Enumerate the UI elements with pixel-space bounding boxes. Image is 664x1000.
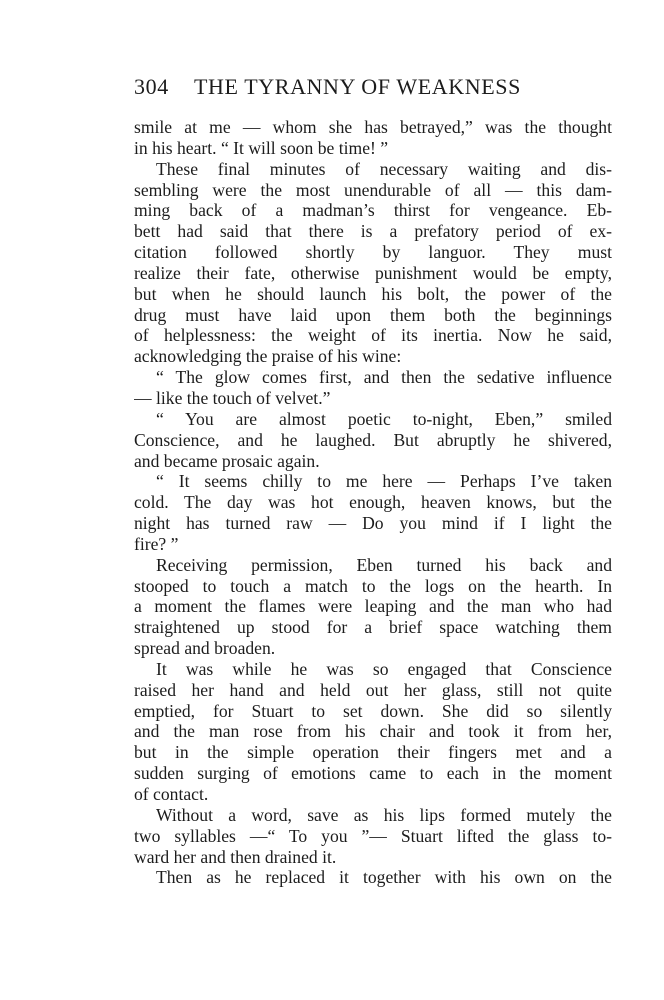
text-line: drug must have laid upon them both the beginnings — [134, 304, 612, 325]
text-line: Then as he replaced it together with his own on the — [156, 867, 612, 888]
text-line: smile at me — whom she has betrayed,” was the thought — [134, 117, 612, 137]
text-line: Without a word, save as his lips formed mutely the — [156, 804, 612, 825]
text-line: but when he should launch his bolt, the power of the — [134, 283, 612, 304]
text-line: but in the simple operation their fingers met and a — [134, 742, 612, 763]
text-line: spread and broaden. — [134, 638, 276, 659]
text-line: two syllables —“ To you ”— Stuart lifted the glass to- — [134, 825, 612, 846]
text-line: “ It seems chilly to me here — Perhaps I’ve taken — [156, 471, 612, 492]
text-line: It was while he was so engaged that Conscience — [156, 658, 612, 679]
body-text — [134, 117, 612, 888]
text-line: of helplessness: the weight of its inertia. Now he said, — [134, 325, 612, 346]
running-head — [134, 74, 614, 102]
text-line: cold. The day was hot enough, heaven knows, but the — [134, 492, 612, 513]
text-line: of contact. — [134, 784, 209, 804]
text-line: Receiving permission, Eben turned his back and — [156, 554, 612, 575]
text-line: ward her and then drained it. — [134, 846, 337, 867]
text-line: fire? ” — [134, 533, 179, 554]
text-line: night has turned raw — Do you mind if I light the — [134, 513, 612, 534]
book-title: THE TYRANNY OF WEAKNESS — [194, 74, 521, 99]
text-line: Conscience, and he laughed. But abruptly he shivered, — [134, 429, 612, 450]
text-line: sudden surging of emotions came to each in the moment — [134, 763, 612, 784]
text-line: emptied, for Stuart to set down. She did so silently — [134, 700, 612, 721]
text-line: stooped to touch a match to the logs on the hearth. In — [134, 575, 612, 596]
text-line: ming back of a madman’s thirst for vengeance. Eb- — [134, 200, 612, 221]
text-line: in his heart. “ It will soon be time! ” — [134, 137, 389, 158]
text-line: and became prosaic again. — [134, 450, 320, 471]
text-line: straightened up stood for a brief space watching them — [134, 617, 612, 638]
text-line: These final minutes of necessary waiting and dis- — [156, 158, 612, 179]
text-line: “ You are almost poetic to-night, Eben,” smiled — [156, 408, 612, 429]
text-line: and the man rose from his chair and took it from her, — [134, 721, 612, 742]
text-line: sembling were the most unendurable of all — this dam- — [134, 179, 612, 200]
text-line: acknowledging the praise of his wine: — [134, 346, 402, 367]
text-line: — like the touch of velvet.” — [134, 387, 331, 408]
text-line: a moment the flames were leaping and the man who had — [134, 596, 612, 617]
text-line: citation followed shortly by languor. They must — [134, 242, 612, 263]
page-number: 304 — [134, 74, 169, 99]
text-line: “ The glow comes first, and then the sedative influence — [156, 367, 612, 388]
text-line: raised her hand and held out her glass, still not quite — [134, 679, 612, 700]
text-line: bett had said that there is a prefatory period of ex- — [134, 221, 612, 242]
text-line: realize their fate, otherwise punishment would be empty, — [134, 262, 612, 283]
